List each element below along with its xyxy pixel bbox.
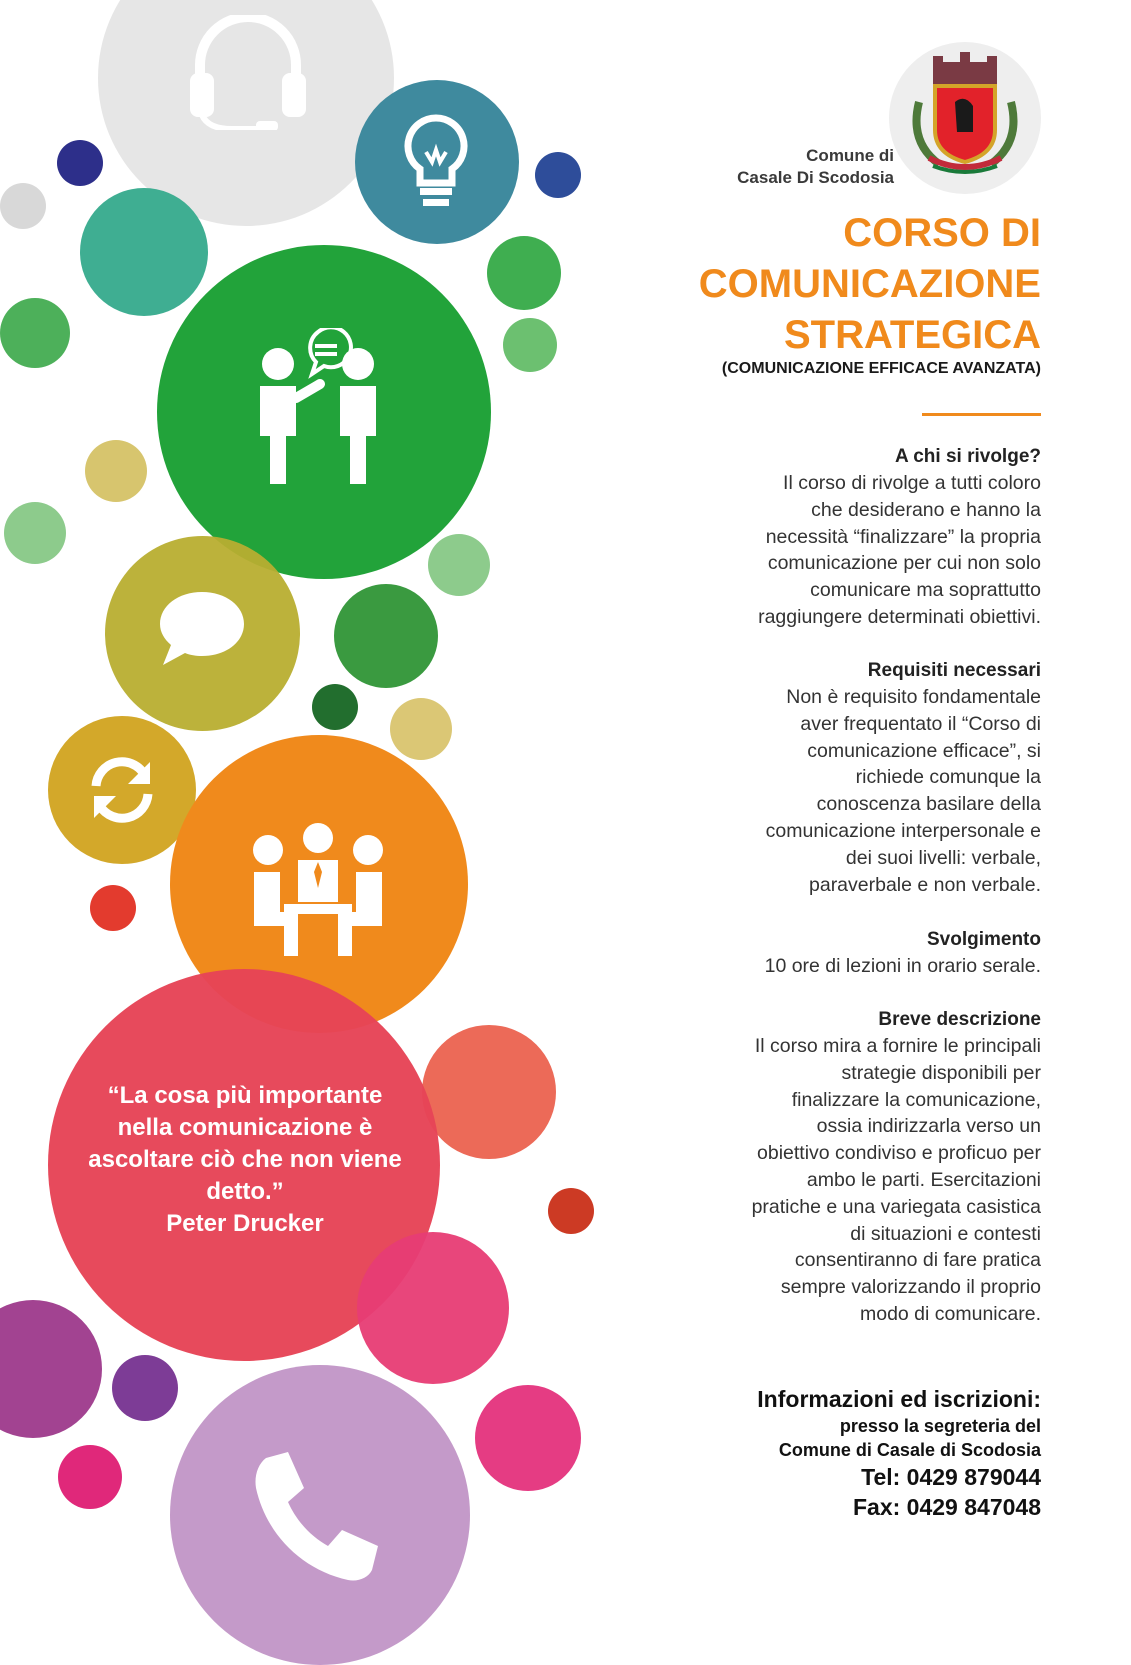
dot xyxy=(80,188,208,316)
body-line: pratiche e una variegata casistica xyxy=(751,1195,1041,1218)
phone-number: Tel: 0429 879044 xyxy=(861,1464,1041,1490)
section-heading: Svolgimento xyxy=(926,929,1041,950)
municipality-name xyxy=(737,145,894,189)
section-body xyxy=(661,684,1041,898)
meeting-icon xyxy=(250,820,386,958)
body-line: che desiderano e hanno la xyxy=(811,498,1041,521)
dot xyxy=(4,502,66,564)
quote-text: “La cosa più importante nella comunicazione è ascoltare ciò che non viene detto.” xyxy=(88,1082,402,1205)
dot xyxy=(357,1232,509,1384)
dot xyxy=(0,298,70,368)
course-title xyxy=(699,208,1041,361)
title-line-1: CORSO DI xyxy=(843,211,1041,255)
dot xyxy=(112,1355,178,1421)
dot xyxy=(57,140,103,186)
dot xyxy=(90,885,136,931)
course-subtitle: (COMUNICAZIONE EFFICACE AVANZATA) xyxy=(721,360,1041,377)
body-line: modo di comunicare. xyxy=(859,1302,1041,1325)
dot xyxy=(390,698,452,760)
fax-number: Fax: 0429 847048 xyxy=(853,1494,1041,1520)
coat-of-arms-logo xyxy=(889,42,1041,194)
body-line: paraverbale e non verbale. xyxy=(809,873,1041,896)
dot xyxy=(503,318,557,372)
section-heading: A chi si rivolge? xyxy=(894,446,1041,467)
comune-line-1: Comune di xyxy=(806,146,894,165)
contact-heading: Informazioni ed iscrizioni: xyxy=(757,1386,1041,1412)
body-line: aver frequentato il “Corso di xyxy=(800,712,1041,735)
section-body xyxy=(661,1033,1041,1328)
section-requirements xyxy=(661,658,1041,898)
body-line: Non è requisito fondamentale xyxy=(786,686,1041,708)
body-line: ambo le parti. Esercitazioni xyxy=(806,1168,1041,1191)
body-line: raggiungere determinati obiettivi. xyxy=(758,605,1041,628)
headset-icon xyxy=(186,15,310,130)
speech-bubble-icon xyxy=(156,588,248,666)
section-body xyxy=(661,953,1041,980)
dot xyxy=(475,1385,581,1491)
body-line: consentiranno di fare pratica xyxy=(794,1249,1041,1272)
body-line: 10 ore di lezioni in orario serale. xyxy=(764,955,1041,977)
body-line: obiettivo condiviso e proficuo per xyxy=(757,1142,1041,1165)
dot xyxy=(422,1025,556,1159)
body-line: di situazioni e contesti xyxy=(850,1222,1041,1245)
body-line: richiede comunque la xyxy=(855,766,1041,789)
body-line: dei suoi livelli: verbale, xyxy=(845,846,1041,869)
phone-icon xyxy=(248,1450,384,1590)
section-heading: Requisiti necessari xyxy=(867,660,1041,681)
body-line: comunicazione interpersonale e xyxy=(765,819,1041,842)
refresh-icon xyxy=(84,752,160,828)
comune-line-2: Casale Di Scodosia xyxy=(737,168,894,187)
dot xyxy=(0,183,46,229)
dot xyxy=(58,1445,122,1509)
body-line: strategie disponibili per xyxy=(841,1061,1041,1084)
dot xyxy=(312,684,358,730)
divider xyxy=(922,413,1041,416)
dot xyxy=(85,440,147,502)
contact-info xyxy=(757,1384,1041,1522)
body-line: comunicare ma soprattutto xyxy=(810,579,1041,602)
body-line: Il corso di rivolge a tutti coloro xyxy=(783,472,1041,494)
quote-author: Peter Drucker xyxy=(166,1210,324,1237)
contact-line-2: Comune di Casale di Scodosia xyxy=(778,1440,1041,1460)
body-line: finalizzare la comunicazione, xyxy=(791,1088,1041,1111)
body-line: necessità “finalizzare” la propria xyxy=(765,525,1041,548)
body-line: comunicazione per cui non solo xyxy=(767,552,1041,575)
section-description xyxy=(661,1007,1041,1328)
contact-line-1: presso la segreteria del xyxy=(839,1416,1041,1436)
body-line: comunicazione efficace”, si xyxy=(807,739,1041,762)
body-line: sempre valorizzando il proprio xyxy=(780,1276,1041,1299)
dot xyxy=(487,236,561,310)
body-line: Il corso mira a fornire le principali xyxy=(754,1035,1041,1057)
lightbulb-icon xyxy=(400,112,472,212)
section-heading: Breve descrizione xyxy=(878,1009,1041,1030)
coat-of-arms-icon xyxy=(889,42,1041,194)
dot xyxy=(0,1300,102,1438)
people-talking-icon xyxy=(246,328,398,488)
quote-block xyxy=(80,1080,410,1240)
title-line-3: STRATEGICA xyxy=(783,313,1041,357)
body-line: conoscenza basilare della xyxy=(816,793,1041,816)
section-schedule xyxy=(661,927,1041,980)
section-audience xyxy=(661,444,1041,631)
title-line-2: COMUNICAZIONE xyxy=(698,262,1041,306)
dot xyxy=(535,152,581,198)
section-body xyxy=(661,470,1041,631)
dot xyxy=(548,1188,594,1234)
dot xyxy=(334,584,438,688)
body-line: ossia indirizzarla verso un xyxy=(816,1115,1041,1138)
dot xyxy=(428,534,490,596)
